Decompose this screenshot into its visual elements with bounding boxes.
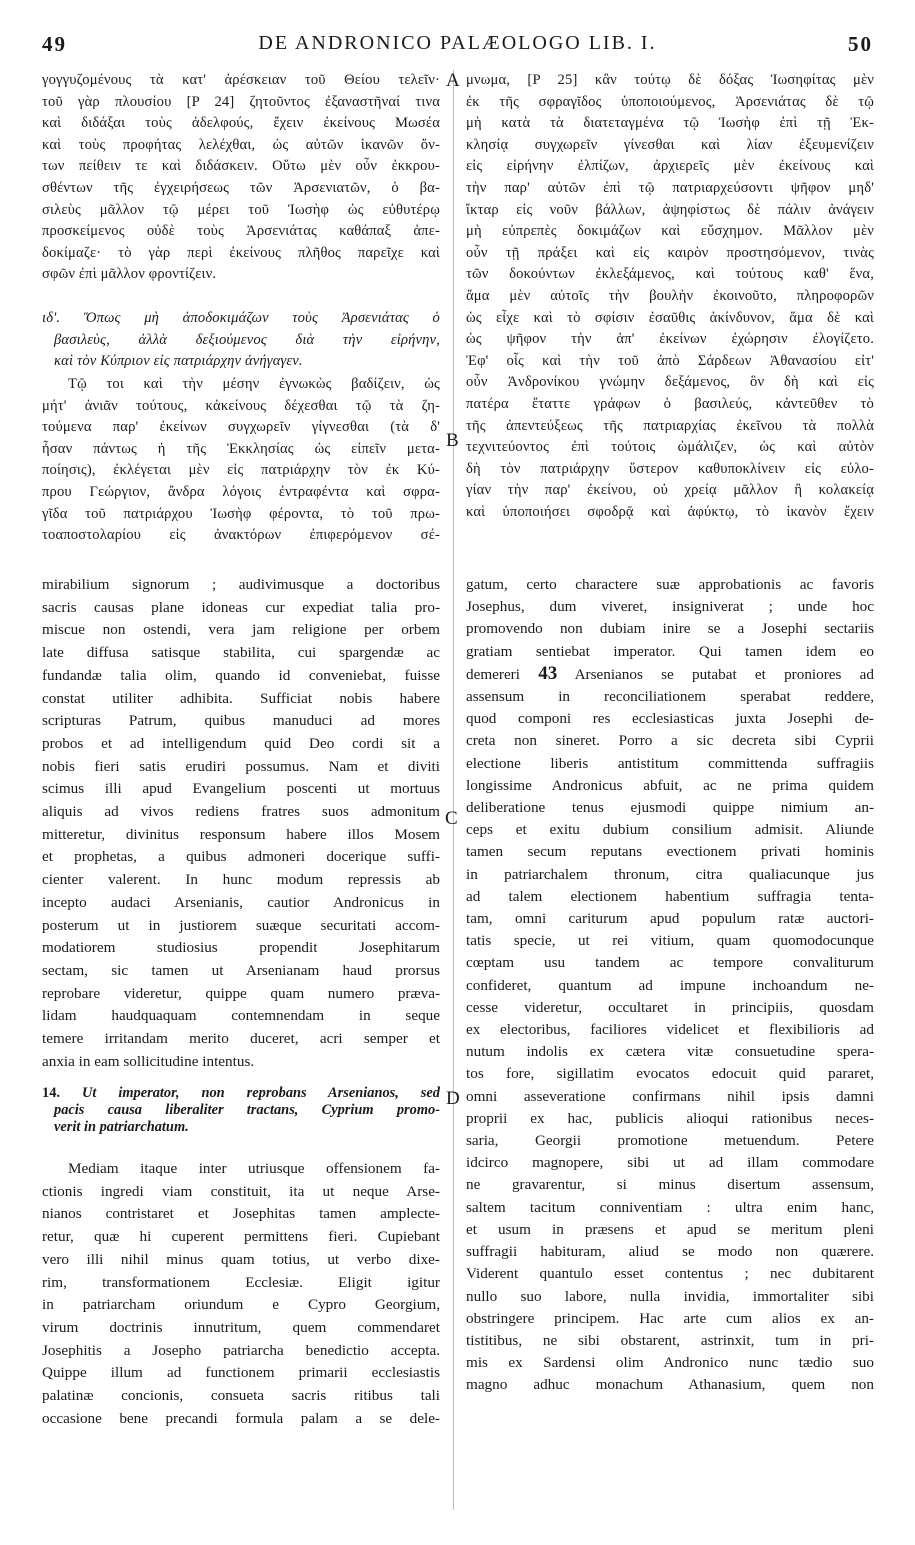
- text-line: τοαποστολαρίου εἰς ἀνακτόρων ἐπιφερόμενον σέ-: [42, 527, 440, 544]
- text-line: confideret, quantum ad impune inchoandum ne-: [466, 976, 874, 994]
- text-line: fundandæ talia olim, quando id conveniebat, fuisse: [42, 666, 440, 684]
- text-line: lidam haudquaquam contemnendam in seque: [42, 1007, 440, 1025]
- text-line: probos et ad intelligendum quid Deo cordi sit a: [42, 734, 440, 752]
- text-line: rim, transformationem Ecclesiæ. Eligit igitur: [42, 1273, 440, 1291]
- margin-marker-b: B: [446, 430, 459, 451]
- text-line: quod componi res ecclesiasticas juxta Josephi de-: [466, 710, 874, 728]
- text-line: σφῶν ἐπὶ μᾶλλον φροντίζειν.: [42, 266, 217, 283]
- greek-text-left-column: [42, 70, 440, 286]
- page-reference-number: 43: [538, 662, 558, 684]
- text-line: οὖν τῇ πράξει καὶ εἰς καιρὸν προστησόμενον, τινὰς: [466, 244, 874, 261]
- text-line: ceps et exitu dubium consilium admisit. Aliunde: [466, 821, 874, 839]
- text-line: tatis specie, ut rei vitium, quam quomodocunque: [466, 932, 874, 950]
- text-line: σθέντων τῆς ἐγχειρήσεως τῶν Ἀρσενιατῶν, ὁ βα-: [42, 179, 440, 196]
- greek-text-right-column: [466, 70, 874, 523]
- text-line: anxia in eam sollicitudine intentus.: [42, 1052, 255, 1070]
- text-line: [42, 1085, 440, 1102]
- text-line: nobis fieri satis erudiri possumus. Nam et diviti: [42, 757, 440, 775]
- text-line: ne gravarentur, si minus disertum assensum,: [466, 1176, 874, 1194]
- text-line: creta non sineret. Porro a sic decreta sibi Cyprii: [466, 732, 874, 750]
- text-line: μνωμα, [P 25] κἂν τούτῳ δὲ δόξας Ἰωσηφίτας μὲν: [466, 72, 874, 88]
- text-line: γῖδα τοῦ πατριάρχου Ἰωσὴφ φέροντα, τὸ τοῦ πρω-: [42, 505, 440, 522]
- text-line: τούμενα παρ' ἐκείνων συγχωρεῖν γίγνεσθαι (τὰ δ': [42, 419, 440, 436]
- latin-text-left-column: [42, 574, 440, 1073]
- page-number-left: 49: [42, 32, 67, 56]
- text-line: Ἐφ' οἷς καὶ τὴν τοῦ ἀπὸ Σάρδεων Ἀθανασίου εἰτ': [466, 352, 874, 369]
- text-line: εἰς εἰρήνην ἐλπίζων, ἀρχιερεῖς μὲν ἐκείνους καὶ: [466, 158, 874, 175]
- text-line: magno adhuc monachum Athanasium, quem non: [466, 1376, 874, 1394]
- text-line: πρου Γεώργιον, ἄνδρα λόγοις ἐντραφέντα καὶ σφρα-: [42, 483, 440, 500]
- text-line: ὡς εἶχε καὶ τὸ σφίσιν ἐσαῦθις ἀκίνδυνον, ἅμα δὲ καὶ: [466, 309, 874, 326]
- margin-marker-c: C: [445, 808, 458, 829]
- text-line: των πείθειν τε καὶ διδάσκειν. Οὕτω μὲν οὖν ἐκκρου-: [42, 158, 440, 175]
- text-line: Τῷ τοι καὶ τὴν μέσην ἐγνωκὼς βαδίζειν, ὡς: [68, 376, 440, 392]
- running-header: [42, 28, 873, 58]
- text-line: et prophetas, a quibus admoneri docerique suffi-: [42, 848, 440, 866]
- text-line: scripturas Patrum, quibus manuduci ad mores: [42, 712, 440, 730]
- text-line: σιλεὺς μᾶλλον τῷ μέρει τοῦ Ἰωσὴφ ὡς εὐθυτέρῳ: [42, 201, 440, 218]
- text-line: longissime Andronicus abfuit, ac ne prima quidem: [466, 776, 874, 794]
- text-line: gatum, certo charactere suæ approbationis ac favoris: [466, 576, 874, 593]
- text-line: τῆς ἀπεντεύξεως τῆς πατριαρχίας ἐκεῖνου τὰ πολλὰ: [466, 417, 874, 434]
- text-line: tistitibus, ne sibi obstarent, astrinxit, tum in pri-: [466, 1331, 874, 1349]
- text-line: sacris causas plane idoneas cur expediat talia pro-: [42, 598, 440, 616]
- text-line: occasione bene precandi formula palam a se dele-: [42, 1409, 440, 1427]
- text-line: nianos contristaret et Josephitas tamen amplecte-: [42, 1205, 440, 1223]
- text-line: Josephitis a Josepho patriarcha benedictio accepta.: [42, 1341, 440, 1359]
- text-line: posterum ut in justiorem suæque securitati accom-: [42, 916, 440, 934]
- text-line: τεχνιτεύοντος ἐπὶ τούτοις ὡμάλιζεν, ὡς καὶ αὐτὸν: [466, 439, 874, 456]
- text-line: τὴν παρ' αὐτῶν ἐπὶ τῷ πατριαρχεύσοντι ψῆφον μηδ': [466, 179, 874, 196]
- text-line: demereri 43 Arsenianos se putabat et proniores ad: [466, 662, 874, 684]
- text-line: tamen secum reputans evectionem privati hominis: [466, 843, 874, 861]
- text-line: omni asseveratione confirmans nihil ipsis damni: [466, 1087, 874, 1105]
- text-line: cœptam usu tandem ac tempore convaliturum: [466, 954, 874, 972]
- text-line: vero illi nihil minus quam totius, ut verbo dixe-: [42, 1250, 440, 1268]
- text-line: virum doctrinis innutritum, quem commendaret: [42, 1318, 440, 1336]
- text-line: τοῦ γὰρ πλουσίου [P 24] ζητοῦντος ἐξαναστῆναί τινα: [42, 93, 440, 110]
- text-line: in patriarchalem thronum, citra qualiacunque jus: [466, 865, 874, 883]
- text-line: γογγυζομένους τὰ κατ' ἀρέσκειαν τοῦ Θείου τελεῖν·: [42, 72, 440, 88]
- text-line: mitteretur, divinitus responsum habere illos Mosem: [42, 825, 440, 843]
- page-number-right: 50: [848, 32, 873, 56]
- text-line: οὖν Ἀνδρονίκου γνώμην δεξάμενος, ὃν δὴ καὶ εἰς: [466, 374, 874, 391]
- text-line: ex electoribus, faciliores videlicet et flexibilioris ad: [466, 1021, 874, 1039]
- text-line: μὴ εὐπρεπὲς δοκιμάζων καὶ εὔσχημον. Μᾶλλον μὲν: [466, 223, 874, 240]
- text-line: electione liberis antistitum committenda suffragiis: [466, 754, 874, 772]
- running-title: DE ANDRONICO PALÆOLOGO LIB. I.: [258, 32, 657, 54]
- text-line: καὶ ὑποποιήσει σφοδρᾷ καὶ ἀφύκτῳ, τὸ ἱκανὸν ἔχειν: [466, 503, 874, 520]
- margin-marker-d: D: [446, 1088, 460, 1109]
- text-line: deliberatione tenus ejusmodi quippe nimium an-: [466, 799, 874, 817]
- text-line: temere irritandam merito duceret, acri semper et: [42, 1030, 440, 1048]
- text-line: προσκείμενος οὐδὲ τοὺς Ἀρσενιάτας καθάπαξ ἀπε-: [42, 223, 440, 240]
- text-line: δοκίμαζε· τὸ γὰρ περὶ ἐκείνους πλῆθος παρεῖχε καὶ: [42, 244, 440, 261]
- latin-text-left-continued: [42, 1158, 440, 1430]
- text-line: reprobare videretur, quippe quam numero præva-: [42, 984, 440, 1002]
- text-line: proprii ex hac, publicis alioqui rationibus neces-: [466, 1109, 874, 1127]
- text-line: μὴ κατὰ τὰ διατεταγμένα τῷ Ἰωσὴφ ἐπὶ τῇ Ἐκ-: [466, 115, 874, 132]
- text-line: ἐκ τῆς σφραγῖδος ὑποποιούμενος, Ἀρσενιάτας δὲ τῷ: [466, 93, 874, 110]
- text-line: retur, quæ hi cuperent permittens fieri. Cupiebant: [42, 1228, 440, 1246]
- text-line: πατέρα ἔταττε γράφων ὁ βασιλεύς, κἀντεῦθεν τὸ: [466, 395, 874, 412]
- text-line: καὶ τοὺς προφήτας λελέχθαι, ὡς αὐτῶν ἱκανῶν ὄν-: [42, 136, 440, 153]
- text-line: saria, Georgii promotione metuendum. Petere: [466, 1132, 874, 1150]
- text-line: in patriarcham oriundum e Cypro Georgium,: [42, 1296, 440, 1314]
- text-line: ἴκταρ εἰς νοῦν βάλλων, ἀψηφίστως δὲ πάλιν ἀνάγειν: [466, 201, 874, 218]
- text-line: promovendo non dubiam inire se a Josephi sectariis: [466, 620, 874, 638]
- latin-section-heading: [42, 1085, 440, 1135]
- text-line: mis ex Sardensi olim Andronico nunc tædio suo: [466, 1354, 874, 1372]
- text-line: cienter valerent. In hunc modum repressis ab: [42, 871, 440, 889]
- text-line: γίαν τὴν παρ' ἐκείνου, οὐ χρείᾳ μᾶλλον ἢ κολακείᾳ: [466, 482, 874, 499]
- greek-section-heading: [42, 308, 440, 373]
- column-divider: [453, 70, 454, 1510]
- greek-text-left-continued: [42, 374, 440, 547]
- latin-text-right-column: [466, 574, 874, 1397]
- text-line: τῶν δοκούντων ἐκλεξάμενος, καὶ τούτους καθ' ἕνα,: [466, 266, 874, 283]
- text-line: καὶ διδάξαι τοὺς ἀδελφούς, ἔχειν ἐκείνους Μωσέα: [42, 115, 440, 132]
- text-line: cesse videretur, occultaret in principiis, quosdam: [466, 998, 874, 1016]
- text-line: pacis causa liberaliter tractans, Cyprium promo-: [54, 1101, 440, 1118]
- text-line: et usum in præsens et apud se meritum pleni: [466, 1220, 874, 1238]
- text-line: βασιλεὺς, ἀλλὰ δεξιούμενος διὰ τὴν εἰρήνην,: [54, 331, 440, 348]
- text-line: late diffusa satisque stabilita, cui spargendæ ac: [42, 644, 440, 662]
- section-number: 14.: [42, 1085, 82, 1101]
- section-title: Ut imperator, non reprobans Arsenianos, sed: [81, 1085, 440, 1101]
- text-line: tos fore, sigillatim evocatos edocuit quid pararet,: [466, 1065, 874, 1083]
- margin-marker-a: A: [446, 70, 460, 91]
- text-line: Quippe illum ad functionem primarii ecclesiastis: [42, 1364, 440, 1382]
- text-line: constat utiliter adhibita. Sufficiat nobis habere: [42, 689, 440, 707]
- text-line: ctionis ingredi viam constituit, ita ut neque Arse-: [42, 1182, 440, 1200]
- text-line: ποίησις), ἐκλέγεται μὲν εἰς πατριάρχην τὸν ἐκ Κύ-: [42, 462, 440, 479]
- text-line: tam, omni cariturum apud populum ratæ auctori-: [466, 910, 874, 928]
- text-line: idcirco magnopere, sibi ut ad illam commodare: [466, 1154, 874, 1172]
- text-line: scimus illi apud Evangelium poscenti ut mortuus: [42, 780, 440, 798]
- text-line: Viderent quantulo esset contentus ; nec dubitarent: [466, 1265, 874, 1283]
- text-line: καὶ τὸν Κύπριον εἰς πατριάρχην ἀνήγαγεν.: [54, 353, 303, 370]
- text-line: ιδ'. Ὅπως μὴ ἀποδοκιμάζων τοὺς Ἀρσενιάτας ὁ: [42, 310, 440, 326]
- text-line: obstringere principem. Hac arte cum alios ex an-: [466, 1309, 874, 1327]
- text-line: ὡς ψῆφον τὴν ἀπ' ἐκείνων ἐχώρησιν ἐλογίζετο.: [466, 331, 874, 348]
- text-line: verit in patriarchatum.: [54, 1118, 189, 1135]
- text-line: Josephus, dum viveret, insigniverat ; unde hoc: [466, 598, 874, 616]
- text-line: mirabilium signorum ; audivimusque a doctoribus: [42, 576, 440, 593]
- text-line: ad talem electionem habentium suffragia tenta-: [466, 887, 874, 905]
- text-line: nullo suo labore, nulla invidia, immortaliter sibi: [466, 1287, 874, 1305]
- text-line: Mediam itaque inter utriusque offensionem fa-: [68, 1160, 440, 1177]
- text-line: saltem tacitum conniventiam : ultra enim hanc,: [466, 1198, 874, 1216]
- text-line: μήτ' ἀνιᾶν τούτους, κἀκείνους δέχεσθαι τῷ τὰ ζη-: [42, 397, 440, 414]
- text-line: aliquis ad vivos rediens fratres suos admonitum: [42, 803, 440, 821]
- text-line: incepto audaci Arsenianis, cautior Andronicus in: [42, 893, 440, 911]
- text-line: palatinæ concionis, consueta sacris ritibus tali: [42, 1387, 440, 1405]
- text-line: κλησίᾳ συγχωρεῖν γίνεσθαι καὶ λίαν ἐξευμενίζειν: [466, 136, 874, 153]
- text-line: δὴ τὸν πατριάρχην ὕστερον καθυποκλίνειν εἰς εὐλο-: [466, 460, 874, 477]
- text-line: suffragii habituram, aliud se modo non quærere.: [466, 1243, 874, 1261]
- text-line: assensum in reconciliationem sperabat reddere,: [466, 688, 874, 706]
- text-line: modatiorem studiosius propendit Josephitarum: [42, 939, 440, 957]
- text-line: sectam, sic tamen ut Arsenianam haud prorsus: [42, 961, 440, 979]
- text-line: gratiam sentiebat imperator. Qui tamen idem eo: [466, 642, 874, 660]
- text-line: ἅμα μὲν αὐτοῖς τὴν βουλὴν ἐκοινοῦτο, πληροφορῶν: [466, 287, 874, 304]
- text-line: miscue non ostendi, vera jam religione per orbem: [42, 621, 440, 639]
- text-line: ἦσαν πάντως ἡ τῆς Ἐκκλησίας ὡς εἰπεῖν μετα-: [42, 440, 440, 457]
- text-line: nutum indolis ex cætera vitæ consuetudine spera-: [466, 1043, 874, 1061]
